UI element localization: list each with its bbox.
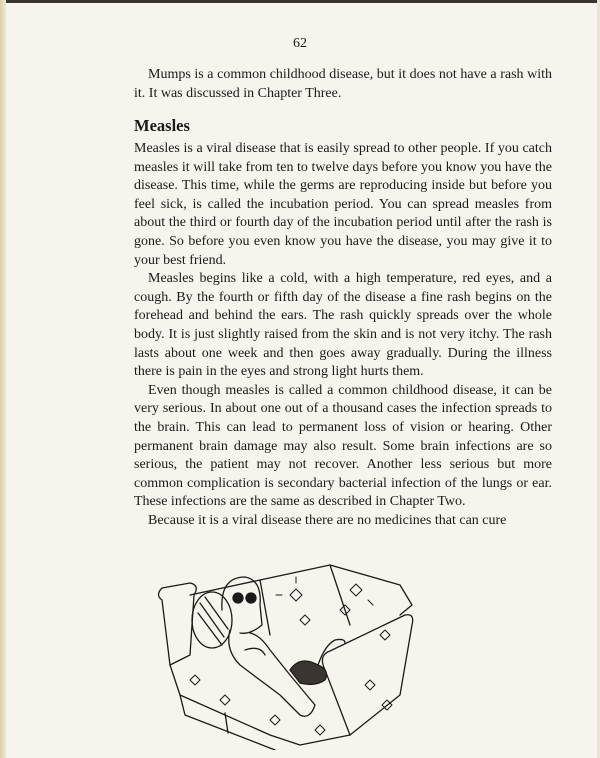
couch-right-arm bbox=[322, 615, 412, 735]
couch-back-outline bbox=[190, 565, 412, 615]
couch-illustration-icon bbox=[150, 555, 420, 750]
girl-hair bbox=[222, 577, 262, 633]
sunglasses-left bbox=[233, 593, 243, 603]
section-heading: Measles bbox=[134, 116, 190, 135]
body-paragraph: Measles is a viral disease that is easily spread to other people. If you catch measles it will take from ten to twelve days before you know you have the disease. This time, while the germs are reproducing inside but before you feel sick, is called the incubation period. You can spread measles from about the third or fourth day of the incubation period until after the rash is gone. So before you even know you have the disease, you may give it to your best friend. bbox=[134, 141, 552, 268]
intro-section bbox=[134, 66, 552, 103]
body-paragraph: Even though measles is called a common childhood disease, it can be very serious. In about one out of a thousand cases the infection spreads to the brain. This can lead to permanent loss of vision or hearing. Other permanent brain damage may also result. Some brain infections are so serious, the patient may not recover. Another less serious but more common complication is secondary bacterial infection of the lungs or ear. These infections are the same as described in Chapter Two. bbox=[134, 382, 552, 510]
body-paragraph: Measles begins like a cold, with a high temperature, red eyes, and a cough. By the fourth or fifth day of the disease a fine rash begins on the forehead and behind the ears. The rash quickly spreads over the whole body. It is just slightly raised from the skin and is not very itchy. The rash lasts about one week and then goes away gradually. During the illness there is pain in the eyes and strong light hurts them. bbox=[134, 271, 552, 380]
measles-section bbox=[134, 140, 552, 530]
page-top-edge bbox=[0, 0, 600, 3]
sunglasses-right bbox=[246, 593, 256, 603]
page-binding-edge bbox=[0, 0, 6, 758]
body-paragraph: Because it is a viral disease there are no medicines that can cure bbox=[148, 512, 507, 528]
intro-paragraph: Mumps is a common childhood disease, but it does not have a rash with it. It was discussed in Chapter Three. bbox=[134, 67, 552, 101]
page-number: 62 bbox=[293, 36, 307, 51]
